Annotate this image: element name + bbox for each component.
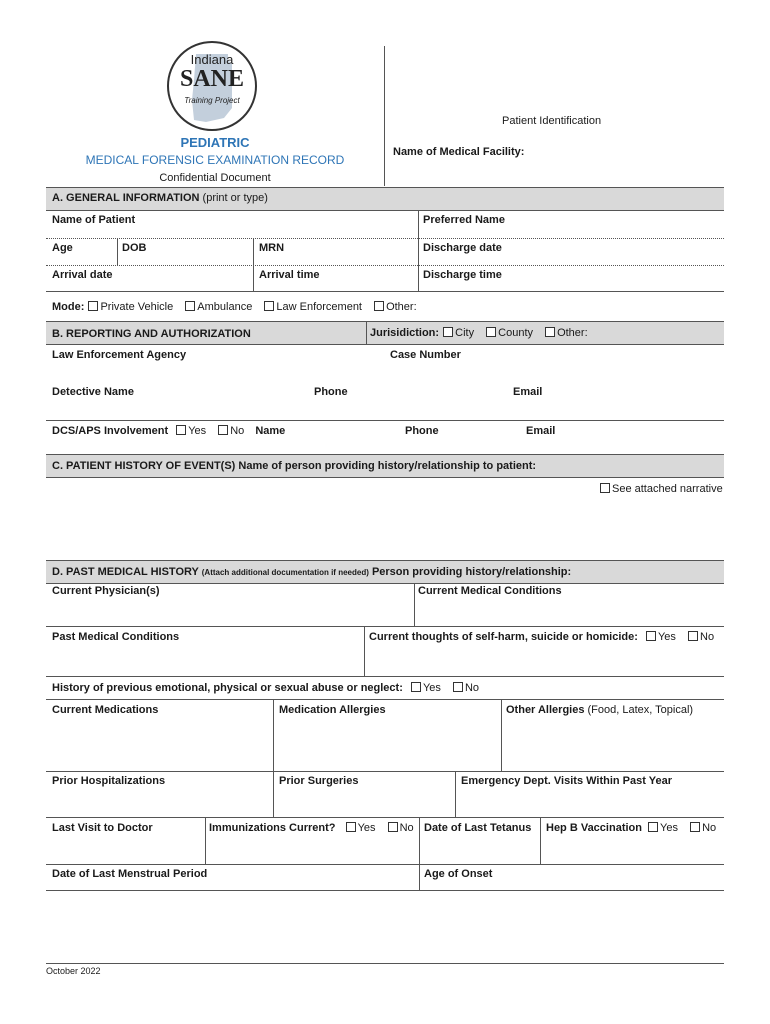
jurisdiction-other[interactable]: Other: bbox=[544, 327, 588, 339]
last-visit-field[interactable]: Last Visit to Doctor bbox=[52, 822, 153, 834]
detective-phone-field[interactable]: Phone bbox=[314, 386, 348, 398]
menstrual-period-field[interactable]: Date of Last Menstrual Period bbox=[52, 868, 208, 880]
current-medications-field[interactable]: Current Medications bbox=[52, 704, 159, 716]
mrn-field[interactable]: MRN bbox=[259, 242, 285, 254]
hep-b-no[interactable]: No bbox=[689, 822, 716, 834]
self-harm-no[interactable]: No bbox=[687, 631, 714, 643]
checkbox-icon[interactable] bbox=[218, 425, 228, 435]
abuse-yes[interactable]: Yes bbox=[410, 682, 441, 694]
self-harm-row bbox=[369, 631, 722, 643]
dcs-name-field[interactable]: Name bbox=[255, 425, 286, 437]
arrival-time-field[interactable]: Arrival time bbox=[259, 269, 320, 281]
current-conditions-field[interactable]: Current Medical Conditions bbox=[418, 585, 562, 597]
checkbox-icon[interactable] bbox=[600, 483, 610, 493]
patient-identification: Patient Identification bbox=[502, 115, 602, 127]
arrival-date-field[interactable]: Arrival date bbox=[52, 269, 113, 281]
detective-email-field[interactable]: Email bbox=[513, 386, 543, 398]
section-d-person: Person providing history/relationship: bbox=[371, 566, 572, 578]
mode-ambulance[interactable]: Ambulance bbox=[184, 301, 252, 313]
checkbox-icon[interactable] bbox=[648, 822, 658, 832]
hep-b-label: Hep B Vaccination bbox=[546, 822, 642, 834]
age-of-onset-field[interactable]: Age of Onset bbox=[424, 868, 493, 880]
hep-b-yes[interactable]: Yes bbox=[647, 822, 678, 834]
checkbox-icon[interactable] bbox=[411, 682, 421, 692]
mode-row bbox=[52, 301, 425, 313]
section-a-note: (print or type) bbox=[202, 192, 268, 204]
checkbox-icon[interactable] bbox=[346, 822, 356, 832]
dcs-yes[interactable]: Yes bbox=[175, 425, 206, 437]
self-harm-yes[interactable]: Yes bbox=[645, 631, 676, 643]
past-conditions-field[interactable]: Past Medical Conditions bbox=[52, 631, 180, 643]
checkbox-icon[interactable] bbox=[388, 822, 398, 832]
section-d-note: (Attach additional documentation if needed) bbox=[201, 568, 369, 577]
jurisdiction-row bbox=[370, 327, 596, 339]
section-a-title: A. GENERAL INFORMATION bbox=[52, 192, 200, 204]
abuse-no[interactable]: No bbox=[452, 682, 479, 694]
checkbox-icon[interactable] bbox=[545, 327, 555, 337]
section-b-header bbox=[46, 321, 724, 345]
checkbox-icon[interactable] bbox=[185, 301, 195, 311]
section-d-header bbox=[46, 560, 724, 584]
checkbox-icon[interactable] bbox=[374, 301, 384, 311]
prior-surgeries-field[interactable]: Prior Surgeries bbox=[279, 775, 359, 787]
section-c-title: C. PATIENT HISTORY OF EVENT(S) Name of person providing history/relationship to patient: bbox=[52, 460, 537, 472]
current-physicians-field[interactable]: Current Physician(s) bbox=[52, 585, 160, 597]
section-b-title: B. REPORTING AND AUTHORIZATION bbox=[52, 328, 251, 340]
other-allergies-field[interactable]: Other Allergies (Food, Latex, Topical) bbox=[506, 704, 694, 716]
dcs-no[interactable]: No bbox=[217, 425, 244, 437]
abuse-history-row bbox=[52, 682, 487, 694]
immunizations-yes[interactable]: Yes bbox=[345, 822, 376, 834]
checkbox-icon[interactable] bbox=[646, 631, 656, 641]
er-visits-field[interactable]: Emergency Dept. Visits Within Past Year bbox=[461, 775, 673, 787]
checkbox-icon[interactable] bbox=[453, 682, 463, 692]
law-enforcement-agency-field[interactable]: Law Enforcement Agency bbox=[52, 349, 187, 361]
dcs-phone-field[interactable]: Phone bbox=[405, 425, 439, 437]
name-of-patient-field[interactable]: Name of Patient bbox=[52, 214, 136, 226]
immunizations-label: Immunizations Current? bbox=[209, 822, 336, 834]
medication-allergies-field[interactable]: Medication Allergies bbox=[279, 704, 386, 716]
logo-line3: Training Project bbox=[184, 96, 240, 105]
last-tetanus-field[interactable]: Date of Last Tetanus bbox=[424, 822, 532, 834]
mode-other[interactable]: Other: bbox=[373, 301, 417, 313]
see-attached-narrative[interactable]: See attached narrative bbox=[599, 483, 723, 495]
checkbox-icon[interactable] bbox=[486, 327, 496, 337]
logo-line1: Indiana bbox=[190, 52, 234, 67]
immunizations-no[interactable]: No bbox=[387, 822, 414, 834]
checkbox-icon[interactable] bbox=[264, 301, 274, 311]
checkbox-icon[interactable] bbox=[176, 425, 186, 435]
mode-label: Mode: bbox=[52, 301, 85, 313]
detective-name-field[interactable]: Detective Name bbox=[52, 386, 134, 398]
title-pediatric: PEDIATRIC bbox=[180, 135, 250, 150]
logo bbox=[166, 40, 258, 132]
dob-field[interactable]: DOB bbox=[122, 242, 147, 254]
section-d-title: D. PAST MEDICAL HISTORY bbox=[52, 566, 199, 578]
jurisdiction-county[interactable]: County bbox=[485, 327, 533, 339]
immunizations-row bbox=[209, 822, 422, 834]
section-a-header bbox=[46, 187, 724, 211]
section-c-header bbox=[46, 454, 724, 478]
prior-hospitalizations-field[interactable]: Prior Hospitalizations bbox=[52, 775, 166, 787]
checkbox-icon[interactable] bbox=[690, 822, 700, 832]
subtitle-confidential: Confidential Document bbox=[159, 172, 271, 184]
dcs-row bbox=[52, 425, 285, 437]
checkbox-icon[interactable] bbox=[443, 327, 453, 337]
discharge-date-field[interactable]: Discharge date bbox=[423, 242, 502, 254]
header-divider bbox=[384, 46, 385, 186]
discharge-time-field[interactable]: Discharge time bbox=[423, 269, 502, 281]
mode-private-vehicle[interactable]: Private Vehicle bbox=[87, 301, 173, 313]
checkbox-icon[interactable] bbox=[88, 301, 98, 311]
dcs-email-field[interactable]: Email bbox=[526, 425, 556, 437]
medical-facility-label: Name of Medical Facility: bbox=[393, 146, 525, 158]
hep-b-row bbox=[546, 822, 724, 834]
mode-law-enforcement[interactable]: Law Enforcement bbox=[263, 301, 362, 313]
self-harm-label: Current thoughts of self-harm, suicide or homicide: bbox=[369, 631, 638, 643]
jurisdiction-city[interactable]: City bbox=[442, 327, 474, 339]
dcs-label: DCS/APS Involvement bbox=[52, 425, 169, 437]
jurisdiction-label: Jurisidiction: bbox=[370, 327, 440, 339]
preferred-name-field[interactable]: Preferred Name bbox=[423, 214, 505, 226]
case-number-field[interactable]: Case Number bbox=[390, 349, 461, 361]
abuse-history-label: History of previous emotional, physical or sexual abuse or neglect: bbox=[52, 682, 403, 694]
age-field[interactable]: Age bbox=[52, 242, 73, 254]
checkbox-icon[interactable] bbox=[688, 631, 698, 641]
logo-line2: SANE bbox=[179, 66, 245, 92]
title-record: MEDICAL FORENSIC EXAMINATION RECORD bbox=[85, 153, 345, 167]
footer-date: October 2022 bbox=[46, 966, 101, 976]
